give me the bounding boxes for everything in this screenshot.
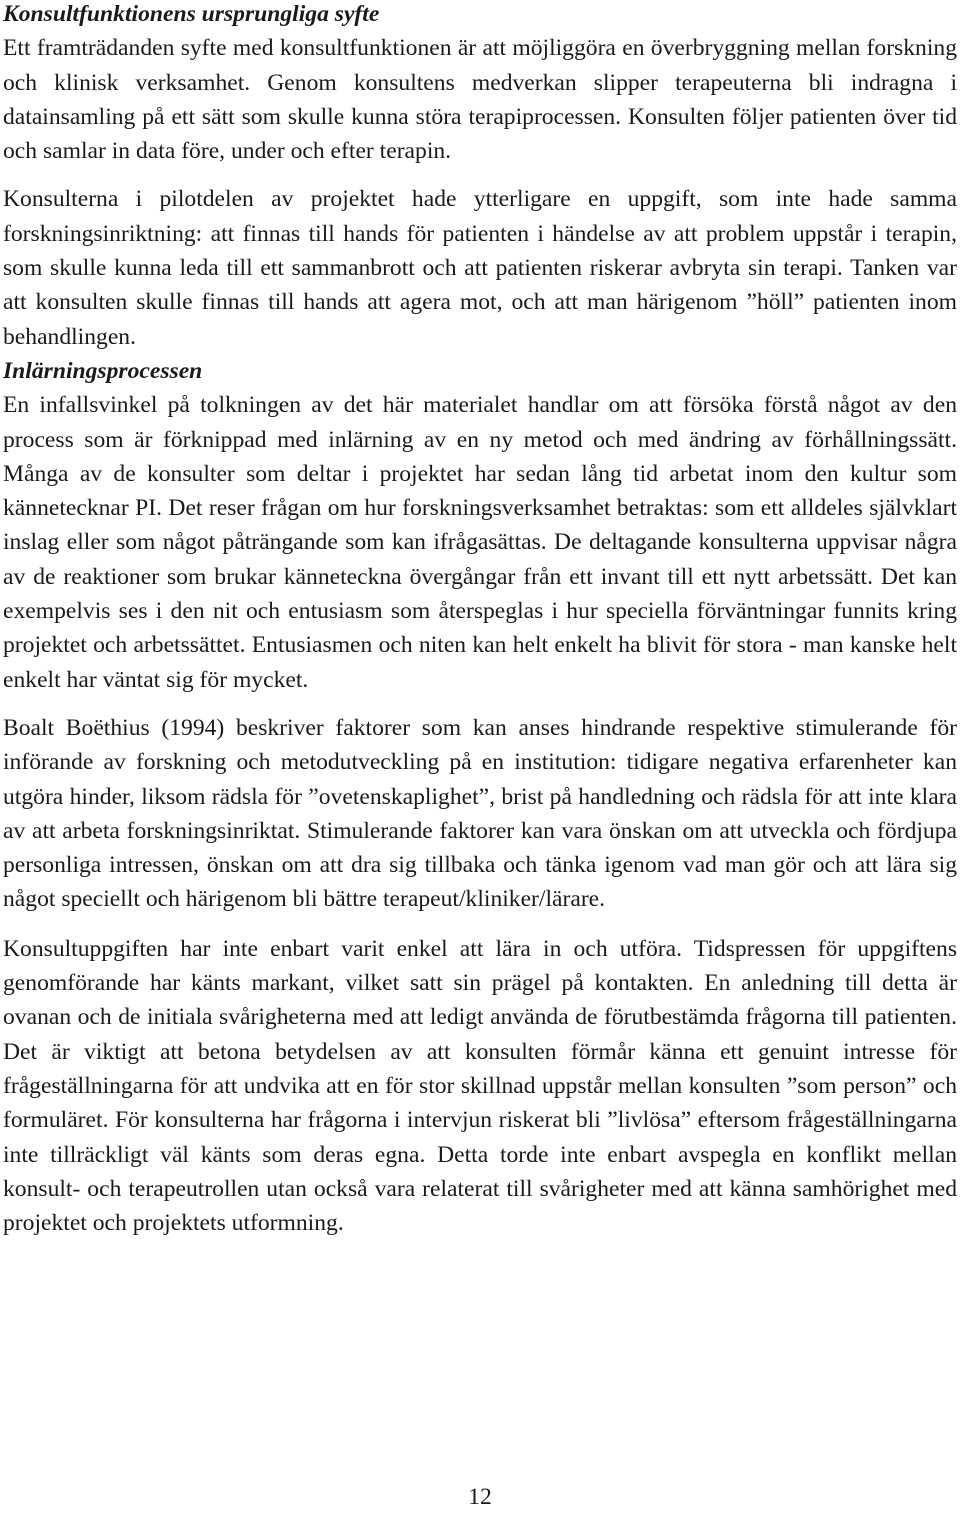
document-page xyxy=(3,0,957,1240)
paragraph: En infallsvinkel på tolkningen av det här materialet handlar om att försöka förstå något av den process som är förknippad med inlärning av en ny metod och med ändring av förhållningssätt. Många av de konsulter som deltar i projektet har sedan lång tid arbetat inom den kultur som kännetecknar PI. Det reser frågan om hur forskningsverksamhet betraktas: som ett alldeles självklart inslag eller som något påträngande som kan ifrågasättas. De deltagande konsulterna uppvisar några av de reaktioner som brukar känneteckna övergångar från ett invant till ett nytt arbetssätt. Det kan exempelvis ses i den nit och entusiasm som återspeglas i hur speciella förväntningar funnits kring projektet och arbetssättet. Entusiasmen och niten kan helt enkelt ha blivit för stora - man kanske helt enkelt har väntat sig för mycket. xyxy=(3,392,957,693)
section-heading-inlarningsprocessen: Inlärningsprocessen xyxy=(3,357,203,384)
paragraph: Konsultuppgiften har inte enbart varit enkel att lära in och utföra. Tidspressen för uppgiftens genomförande har känts markant, vilket satt sin prägel på kontakten. En anledning till detta är ovanan och de initiala svårigheterna med att ledigt använda de förutbestämda frågorna till patienten. Det är viktigt att betona betydelsen av att konsulten förmår känna ett genuint intresse för frågeställningarna för att undvika att en för stor skillnad uppstår mellan konsulten ”som person” och formuläret. För konsulterna har frågorna i intervjun riskerat bli ”livlösa” eftersom frågeställningarna inte tillräckligt väl känts som deras egna. Detta torde inte enbart avspegla en konflikt mellan konsult- och terapeutrollen utan också vara relaterat till svårigheter med att känna samhörighet med projektet och projektets utformning. xyxy=(3,935,957,1237)
page-number: 12 xyxy=(468,1484,492,1510)
section-heading-konsultfunktionens-syfte: Konsultfunktionens ursprungliga syfte xyxy=(3,1,380,27)
paragraph: Ett framträdanden syfte med konsultfunktionen är att möjliggöra en överbryggning mellan forskning och klinisk verksamhet. Genom konsultens medverkan slipper terapeuterna bli indragna i datainsamling på ett sätt som skulle kunna störa terapiprocessen. Konsulten följer patienten över tid och samlar in data före, under och efter terapin. xyxy=(3,35,957,165)
paragraph: Konsulterna i pilotdelen av projektet hade ytterligare en uppgift, som inte hade samma forskningsinriktning: att finnas till hands för patienten i händelse av att problem uppstår i terapin, som skulle kunna leda till ett sammanbrott och att patienten riskerar avbryta sin terapi. Tanken var att konsulten skulle finnas till hands att agera mot, och att man härigenom ”höll” patienten inom behandlingen. xyxy=(3,186,957,350)
paragraph: Boalt Boëthius (1994) beskriver faktorer som kan anses hindrande respektive stimulerande för införande av forskning och metodutveckling på en institution: tidigare negativa erfarenheter kan utgöra hinder, liksom rädsla för ”ovetenskaplighet”, brist på handledning och rädsla för att inte klara av att arbeta forskningsinriktat. Stimulerande faktorer kan vara önskan om att utveckla och fördjupa personliga intressen, önskan om att dra sig tillbaka och tänka igenom vad man gör och att lära sig något speciellt och härigenom bli bättre terapeut/kliniker/lärare. xyxy=(3,714,957,913)
